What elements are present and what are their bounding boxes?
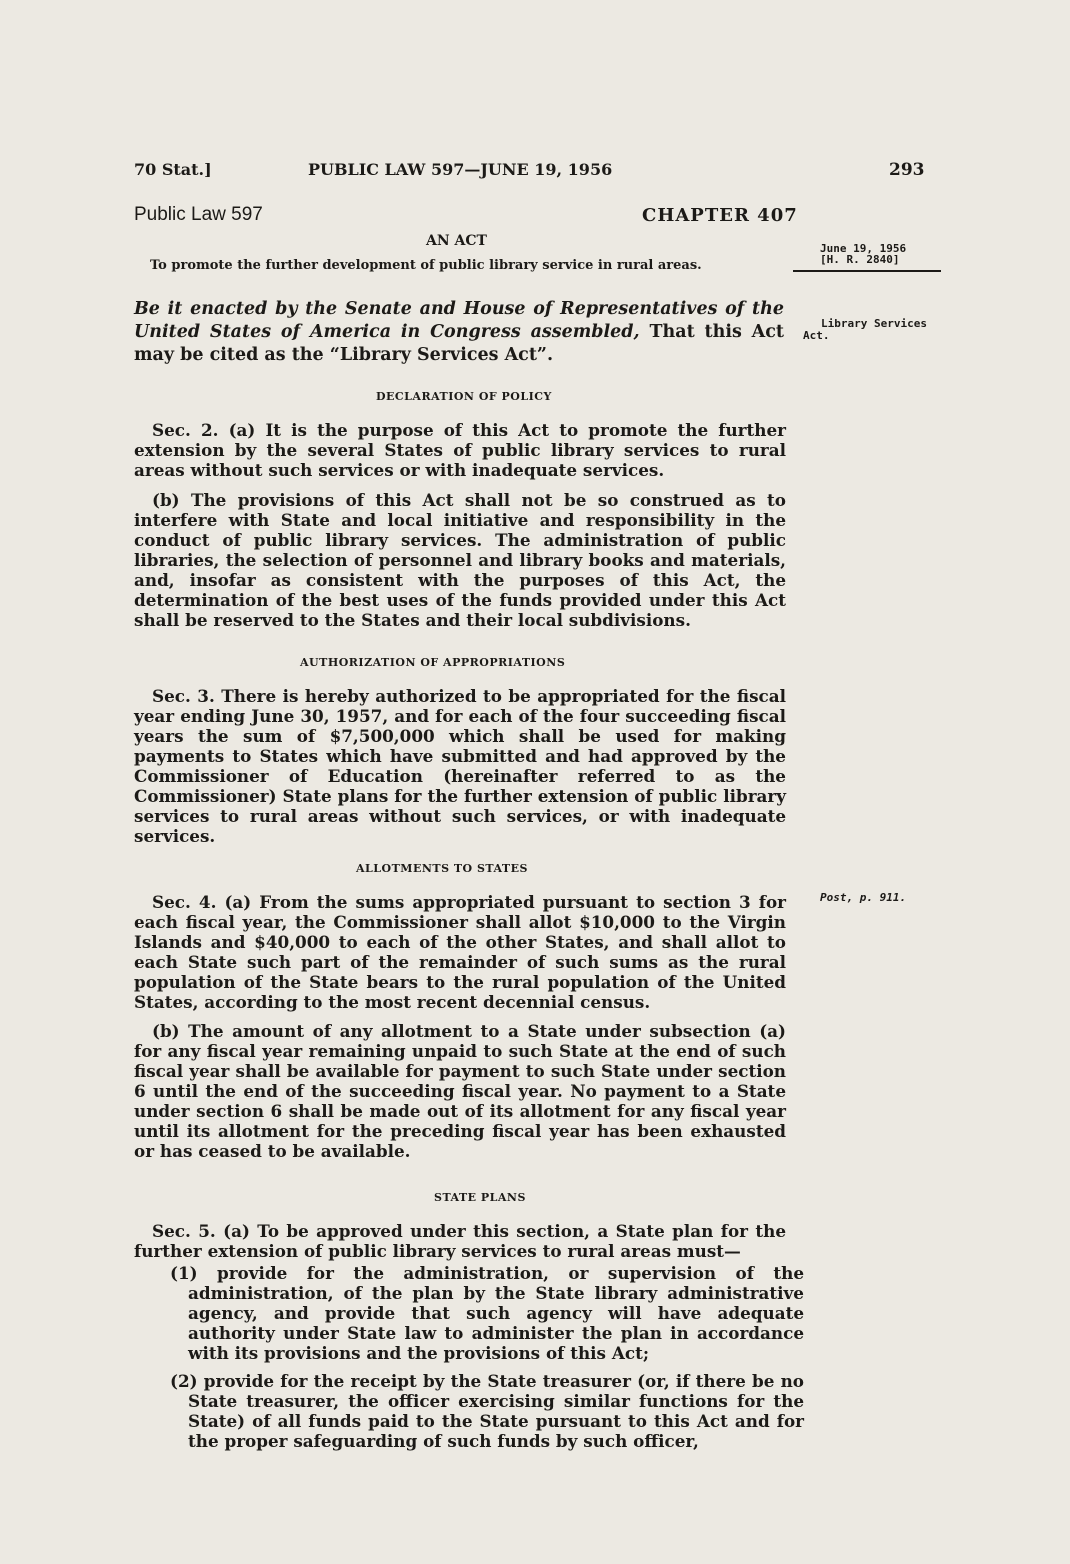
- section-5a-item-2: (2) provide for the receipt by the State treasurer (or, if there be no State treasurer, the officer exercising similar functions for the State) of all funds paid to the State pursuant to this Act and for the proper safeguarding of such funds by such officer,: [170, 1371, 804, 1451]
- enacting-clause: [134, 298, 784, 367]
- margin-short-title-line1: Library Services: [821, 317, 927, 330]
- section-2b: (b) The provisions of this Act shall not be so construed as to interfere with State and local initiative and responsibility in the conduct of public library services. The administration of public libraries, the selection of personnel and library books and materials, and, insofar as consistent with the purposes of this Act, the determination of the best uses of the funds provided under this Act shall be reserved to the States and their local subdivisions.: [134, 490, 786, 630]
- enacting-clause-italic: Be it enacted by the Senate and House of Representatives of the United States of America in Congress assembled,: [134, 299, 784, 342]
- an-act-label: AN ACT: [426, 233, 487, 249]
- section-4a: Sec. 4. (a) From the sums appropriated pursuant to section 3 for each fiscal year, the Commissioner shall allot $10,000 to the Virgin Islands and $40,000 to each of the other States, and shall allot to each State such part of the remainder of such sums as the rural population of the State bears to the rural population of the United States, according to the most recent decennial census.: [134, 892, 786, 1012]
- section-3: Sec. 3. There is hereby authorized to be appropriated for the fiscal year ending June 30, 1957, and for each of the four succeeding fiscal years the sum of $7,500,000 which shall be used for making payments to States which have submitted and had approved by the Commissioner of Education (hereinafter referred to as the Commissioner) State plans for the further extension of public library services to rural areas without such services, or with inadequate services.: [134, 686, 786, 846]
- margin-post-reference: Post, p. 911.: [820, 891, 907, 904]
- heading-allotments: ALLOTMENTS TO STATES: [356, 862, 528, 875]
- margin-divider: [793, 270, 941, 272]
- page-number: 293: [889, 160, 925, 180]
- margin-date: June 19, 1956: [820, 242, 907, 255]
- heading-authorization: AUTHORIZATION OF APPROPRIATIONS: [300, 656, 566, 669]
- chapter-number: CHAPTER 407: [642, 205, 798, 226]
- margin-short-title-line2: Act.: [803, 329, 830, 342]
- act-purpose: To promote the further development of public library service in rural areas.: [150, 258, 702, 273]
- enacting-clause-text: That this Act may be cited as the “Library Services Act”.: [134, 322, 784, 365]
- running-title: PUBLIC LAW 597—JUNE 19, 1956: [308, 160, 613, 179]
- section-2a: Sec. 2. (a) It is the purpose of this Act to promote the further extension by the several States of public library services to rural areas without such services or with inadequate services.: [134, 420, 786, 480]
- section-5a-item-1: (1) provide for the administration, or supervision of the administration, of the plan by the State library administrative agency, and provide that such agency will have adequate authority under State law to administer the plan in accordance with its provisions and the provisions of this Act;: [170, 1263, 804, 1363]
- heading-declaration-of-policy: DECLARATION OF POLICY: [376, 390, 552, 403]
- heading-state-plans: STATE PLANS: [434, 1191, 526, 1204]
- statute-reference: 70 Stat.]: [134, 160, 212, 179]
- margin-short-title: [803, 318, 953, 342]
- margin-bill-number: [H. R. 2840]: [820, 253, 900, 266]
- section-4b: (b) The amount of any allotment to a State under subsection (a) for any fiscal year remaining unpaid to such State at the end of such fiscal year shall be available for payment to such State under section 6 until the end of the succeeding fiscal year. No payment to a State under section 6 shall be made out of its allotment for any fiscal year until its allotment for the preceding fiscal year has been exhausted or has ceased to be available.: [134, 1021, 786, 1161]
- margin-date-block: [820, 243, 906, 265]
- section-5a: Sec. 5. (a) To be approved under this section, a State plan for the further extension of public library services to rural areas must—: [134, 1221, 786, 1261]
- public-law-number: Public Law 597: [134, 204, 263, 225]
